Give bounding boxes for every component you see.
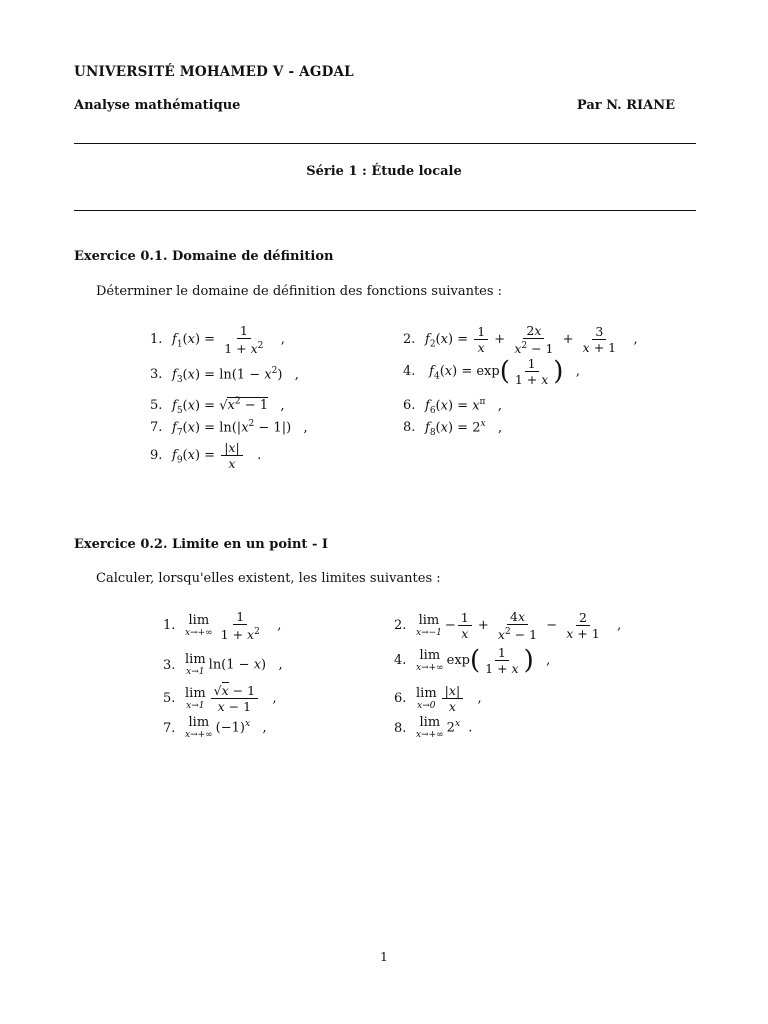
ex2-item-8: 8. lim x→+∞ 2$^x$ . (394, 715, 473, 740)
exercise-1-instruction: Déterminer le domaine de définition des fonctions suivantes : (96, 284, 503, 299)
university-name: UNIVERSITÉ MOHAMED V - AGDAL (74, 64, 354, 80)
ex1-item-3: 3. $f_3(x) = \ln(1 - x^2)$ , (150, 366, 299, 385)
author-name: Par N. RIANE (576, 98, 675, 113)
serie-title: Série 1 : Étude locale (306, 164, 462, 179)
ex1-item-6: 6. $f_6(x) = x^\pi$ , (403, 397, 502, 416)
ex1-item-7: 7. $f_7(x) = \ln(|x^2 - 1|)$ , (150, 419, 308, 438)
ex2-item-6: 6. lim x→0 $\frac{|x|}{x}$ , (394, 683, 482, 714)
ex2-item-7: 7. lim x→+∞ $(-1)^x$ , (163, 715, 267, 740)
ex2-item-5: 5. lim x→1 $\frac{√x - 1}{x - 1}$ , (163, 683, 277, 714)
page-number: 1 (380, 950, 388, 964)
ex2-item-3: 3. lim x→1 ln(1 − x) , (163, 652, 283, 677)
ex1-item-8: 8. $f_8(x) = 2^x$ , (403, 419, 503, 438)
ex2-item-2: 2. lim x→−1 − $\frac{1}{x}$ + $\frac{4x}{x^2 - 1}$ − $\frac{2}{x + 1}$ , (394, 609, 622, 643)
top-rule (74, 143, 696, 144)
ex2-item-4: 4. lim x→+∞ exp( $\frac{1}{1 + x}$ ) , (394, 645, 551, 676)
ex1-item-1: 1. $f_1(x)$ = $\frac{1}{1 + x^2}$ , (150, 323, 285, 357)
exercise-2-instruction: Calculer, lorsqu'elles existent, les limites suivantes : (96, 571, 441, 586)
ex1-item-2: 2. $f_2(x)$ = $\frac{1}{x}$ + $\frac{2x}{x^2 - 1}$ + $\frac{3}{x + 1}$ , (403, 323, 638, 357)
course-name: Analyse mathématique (74, 98, 241, 113)
ex1-item-5: 5. $f_5(x) = √x^2 - 1$ , (150, 397, 285, 416)
exercise-2-title: Exercice 0.2. Limite en un point - I (74, 537, 328, 552)
ex1-item-9: 9. $f_9(x)$ = $\frac{|x|}{x}$ . (150, 440, 262, 471)
ex1-item-4: 4. $f_4(x) = \exp$( $\frac{1}{1 + x}$ ) , (403, 356, 580, 387)
exercise-1-title: Exercice 0.1. Domaine de définition (74, 249, 334, 264)
bottom-rule (74, 210, 696, 211)
ex2-item-1: 1. lim x→+∞ $\frac{1}{1 + x^2}$ , (163, 609, 282, 643)
